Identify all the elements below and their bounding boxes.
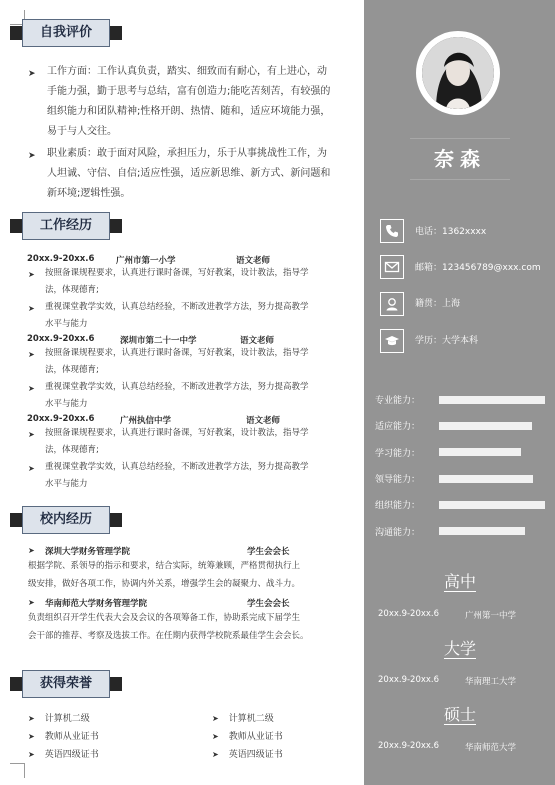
profile-photo xyxy=(422,37,494,109)
education-level: 硕士 xyxy=(443,705,476,724)
contact-phone: 电话：1362xxxx xyxy=(415,227,487,237)
section-title: 自我评价 xyxy=(22,19,110,47)
skill-bar-fill xyxy=(439,501,545,509)
education-entry xyxy=(378,741,517,753)
campus-line: 级安排，做好各项工作，协调内外关系，增强学生会的凝聚力、战斗力。 xyxy=(28,579,301,589)
skill-bar xyxy=(439,527,545,535)
skill-bar xyxy=(439,448,545,456)
job-line: 法，体现德育; xyxy=(45,285,99,295)
self-eval-line: 组织能力和团队精神;性格开朗、热情、随和，适应环境能力强， xyxy=(47,106,331,117)
avatar xyxy=(416,31,500,115)
skill-label: 学习能力： xyxy=(375,449,421,459)
arrow-bullet-icon: ➤ xyxy=(212,732,219,741)
education-entry xyxy=(378,675,517,687)
skill-bar xyxy=(439,475,545,483)
job-line: 重视课堂教学实效，认真总结经验，不断改进教学方法，努力提高教学 xyxy=(45,462,309,472)
self-eval-line: 人坦诚、守信、自信;适应性强，适应新思维、新方式、新问题和 xyxy=(47,168,331,179)
candidate-name: 奈森 xyxy=(410,138,510,180)
campus-org: 华南师范大学财务管理学院 xyxy=(45,599,148,609)
job-line: 按照备课规程要求，认真进行课时备课，写好教案，设计教法，指导学 xyxy=(45,348,309,358)
section-header-work-experience xyxy=(10,212,122,240)
skill-label: 适应能力： xyxy=(375,422,421,432)
campus-role: 学生会会长 xyxy=(247,599,290,609)
arrow-bullet-icon: ➤ xyxy=(28,598,35,607)
skill-label: 专业能力： xyxy=(375,396,421,406)
section-title: 获得荣誉 xyxy=(22,670,110,698)
section-header-self-evaluation xyxy=(10,19,122,47)
skill-label: 组织能力： xyxy=(375,501,421,511)
honor-item: ➤ 英语四级证书 xyxy=(212,750,283,760)
job-org: 深圳市第二十一中学 xyxy=(120,336,197,346)
arrow-bullet-icon: ➤ xyxy=(28,732,35,741)
arrow-bullet-icon: ➤ xyxy=(28,750,35,759)
education-school: 华南理工大学 xyxy=(465,677,517,687)
self-eval-line: 职业素质：敢于面对风险，承担压力，乐于从事挑战性工作，为 xyxy=(47,148,327,159)
honor-item: ➤ 计算机二级 xyxy=(212,714,274,724)
arrow-bullet-icon: ➤ xyxy=(212,750,219,759)
phone-icon xyxy=(380,219,404,243)
arrow-bullet-icon: ➤ xyxy=(28,151,36,161)
education-period: 20xx.9-20xx.6 xyxy=(378,741,440,751)
skill-bar xyxy=(439,396,545,404)
skill-bar-fill xyxy=(439,475,533,483)
education-entry xyxy=(378,609,517,621)
arrow-bullet-icon: ➤ xyxy=(28,304,35,313)
education-level: 高中 xyxy=(443,572,476,591)
graduation-cap-icon xyxy=(380,329,404,353)
education-school: 广州第一中学 xyxy=(465,611,517,621)
section-title: 校内经历 xyxy=(22,506,110,534)
skill-bar xyxy=(439,422,545,430)
section-header-honors xyxy=(10,670,122,698)
arrow-bullet-icon: ➤ xyxy=(28,270,35,279)
job-line: 法，体现德育; xyxy=(45,445,99,455)
section-header-campus-experience xyxy=(10,506,122,534)
job-org: 广州执信中学 xyxy=(120,416,172,426)
arrow-bullet-icon: ➤ xyxy=(28,714,35,723)
skill-bar-fill xyxy=(439,396,545,404)
job-line: 按照备课规程要求，认真进行课时备课，写好教案，设计教法，指导学 xyxy=(45,428,309,438)
skill-label: 领导能力： xyxy=(375,475,421,485)
skill-bar-fill xyxy=(439,448,521,456)
arrow-bullet-icon: ➤ xyxy=(28,430,35,439)
contact-email: 邮箱：123456789@xxx.com xyxy=(415,263,541,273)
job-line: 水平与能力 xyxy=(45,479,88,489)
mail-icon xyxy=(380,255,404,279)
arrow-bullet-icon: ➤ xyxy=(28,69,36,79)
contact-education: 学历：大学本科 xyxy=(415,336,479,346)
job-role: 语文老师 xyxy=(236,256,271,266)
contact-hometown: 籍贯：上海 xyxy=(415,299,461,309)
honor-item: ➤ 教师从业证书 xyxy=(28,732,99,742)
self-eval-line: 工作方面：工作认真负责，踏实、细致而有耐心，有上进心，动 xyxy=(47,66,327,77)
crop-mark-bottom-left xyxy=(10,763,25,778)
section-title: 工作经历 xyxy=(22,212,110,240)
self-eval-line: 新环境;逻辑性强。 xyxy=(47,188,131,199)
arrow-bullet-icon: ➤ xyxy=(28,384,35,393)
skill-bar-fill xyxy=(439,527,525,535)
education-level: 大学 xyxy=(443,639,476,658)
job-line: 重视课堂教学实效，认真总结经验，不断改进教学方法，努力提高教学 xyxy=(45,382,309,392)
arrow-bullet-icon: ➤ xyxy=(212,714,219,723)
user-icon xyxy=(380,292,404,316)
arrow-bullet-icon: ➤ xyxy=(28,350,35,359)
job-role: 语文老师 xyxy=(240,336,275,346)
self-eval-line: 易于与人交往。 xyxy=(47,126,117,137)
job-line: 重视课堂教学实效，认真总结经验，不断改进教学方法，努力提高教学 xyxy=(45,302,309,312)
education-period: 20xx.9-20xx.6 xyxy=(378,609,440,619)
job-line: 水平与能力 xyxy=(45,399,88,409)
skill-bar xyxy=(439,501,545,509)
campus-line: 根据学院、系领导的指示和要求，结合实际，统筹兼顾，严格贯彻执行上 xyxy=(28,561,301,571)
campus-org: 深圳大学财务管理学院 xyxy=(45,547,131,557)
skill-label: 沟通能力： xyxy=(375,528,421,538)
job-org: 广州市第一小学 xyxy=(116,256,176,266)
self-eval-line: 手能力强，勤于思考与总结，富有创造力;能吃苦刻苦，有较强的 xyxy=(47,86,331,97)
arrow-bullet-icon: ➤ xyxy=(28,546,35,555)
education-school: 华南师范大学 xyxy=(465,743,517,753)
campus-line: 会干部的推荐、考察及选拔工作。在任期内获得学校院系最佳学生会会长。 xyxy=(28,631,309,641)
campus-role: 学生会会长 xyxy=(247,547,290,557)
education-period: 20xx.9-20xx.6 xyxy=(378,675,440,685)
arrow-bullet-icon: ➤ xyxy=(28,464,35,473)
honor-item: ➤ 英语四级证书 xyxy=(28,750,99,760)
job-line: 水平与能力 xyxy=(45,319,88,329)
job-line: 法，体现德育; xyxy=(45,365,99,375)
honor-item: ➤ 计算机二级 xyxy=(28,714,90,724)
job-period: 20xx.9-20xx.6 xyxy=(27,334,95,344)
campus-line: 负责组织召开学生代表大会及会议的各项筹备工作，协助系完成下届学生 xyxy=(28,613,301,623)
job-period: 20xx.9-20xx.6 xyxy=(27,254,95,264)
job-role: 语文老师 xyxy=(246,416,281,426)
honor-item: ➤ 教师从业证书 xyxy=(212,732,283,742)
job-line: 按照备课规程要求，认真进行课时备课，写好教案，设计教法，指导学 xyxy=(45,268,309,278)
skill-bar-fill xyxy=(439,422,532,430)
job-period: 20xx.9-20xx.6 xyxy=(27,414,95,424)
